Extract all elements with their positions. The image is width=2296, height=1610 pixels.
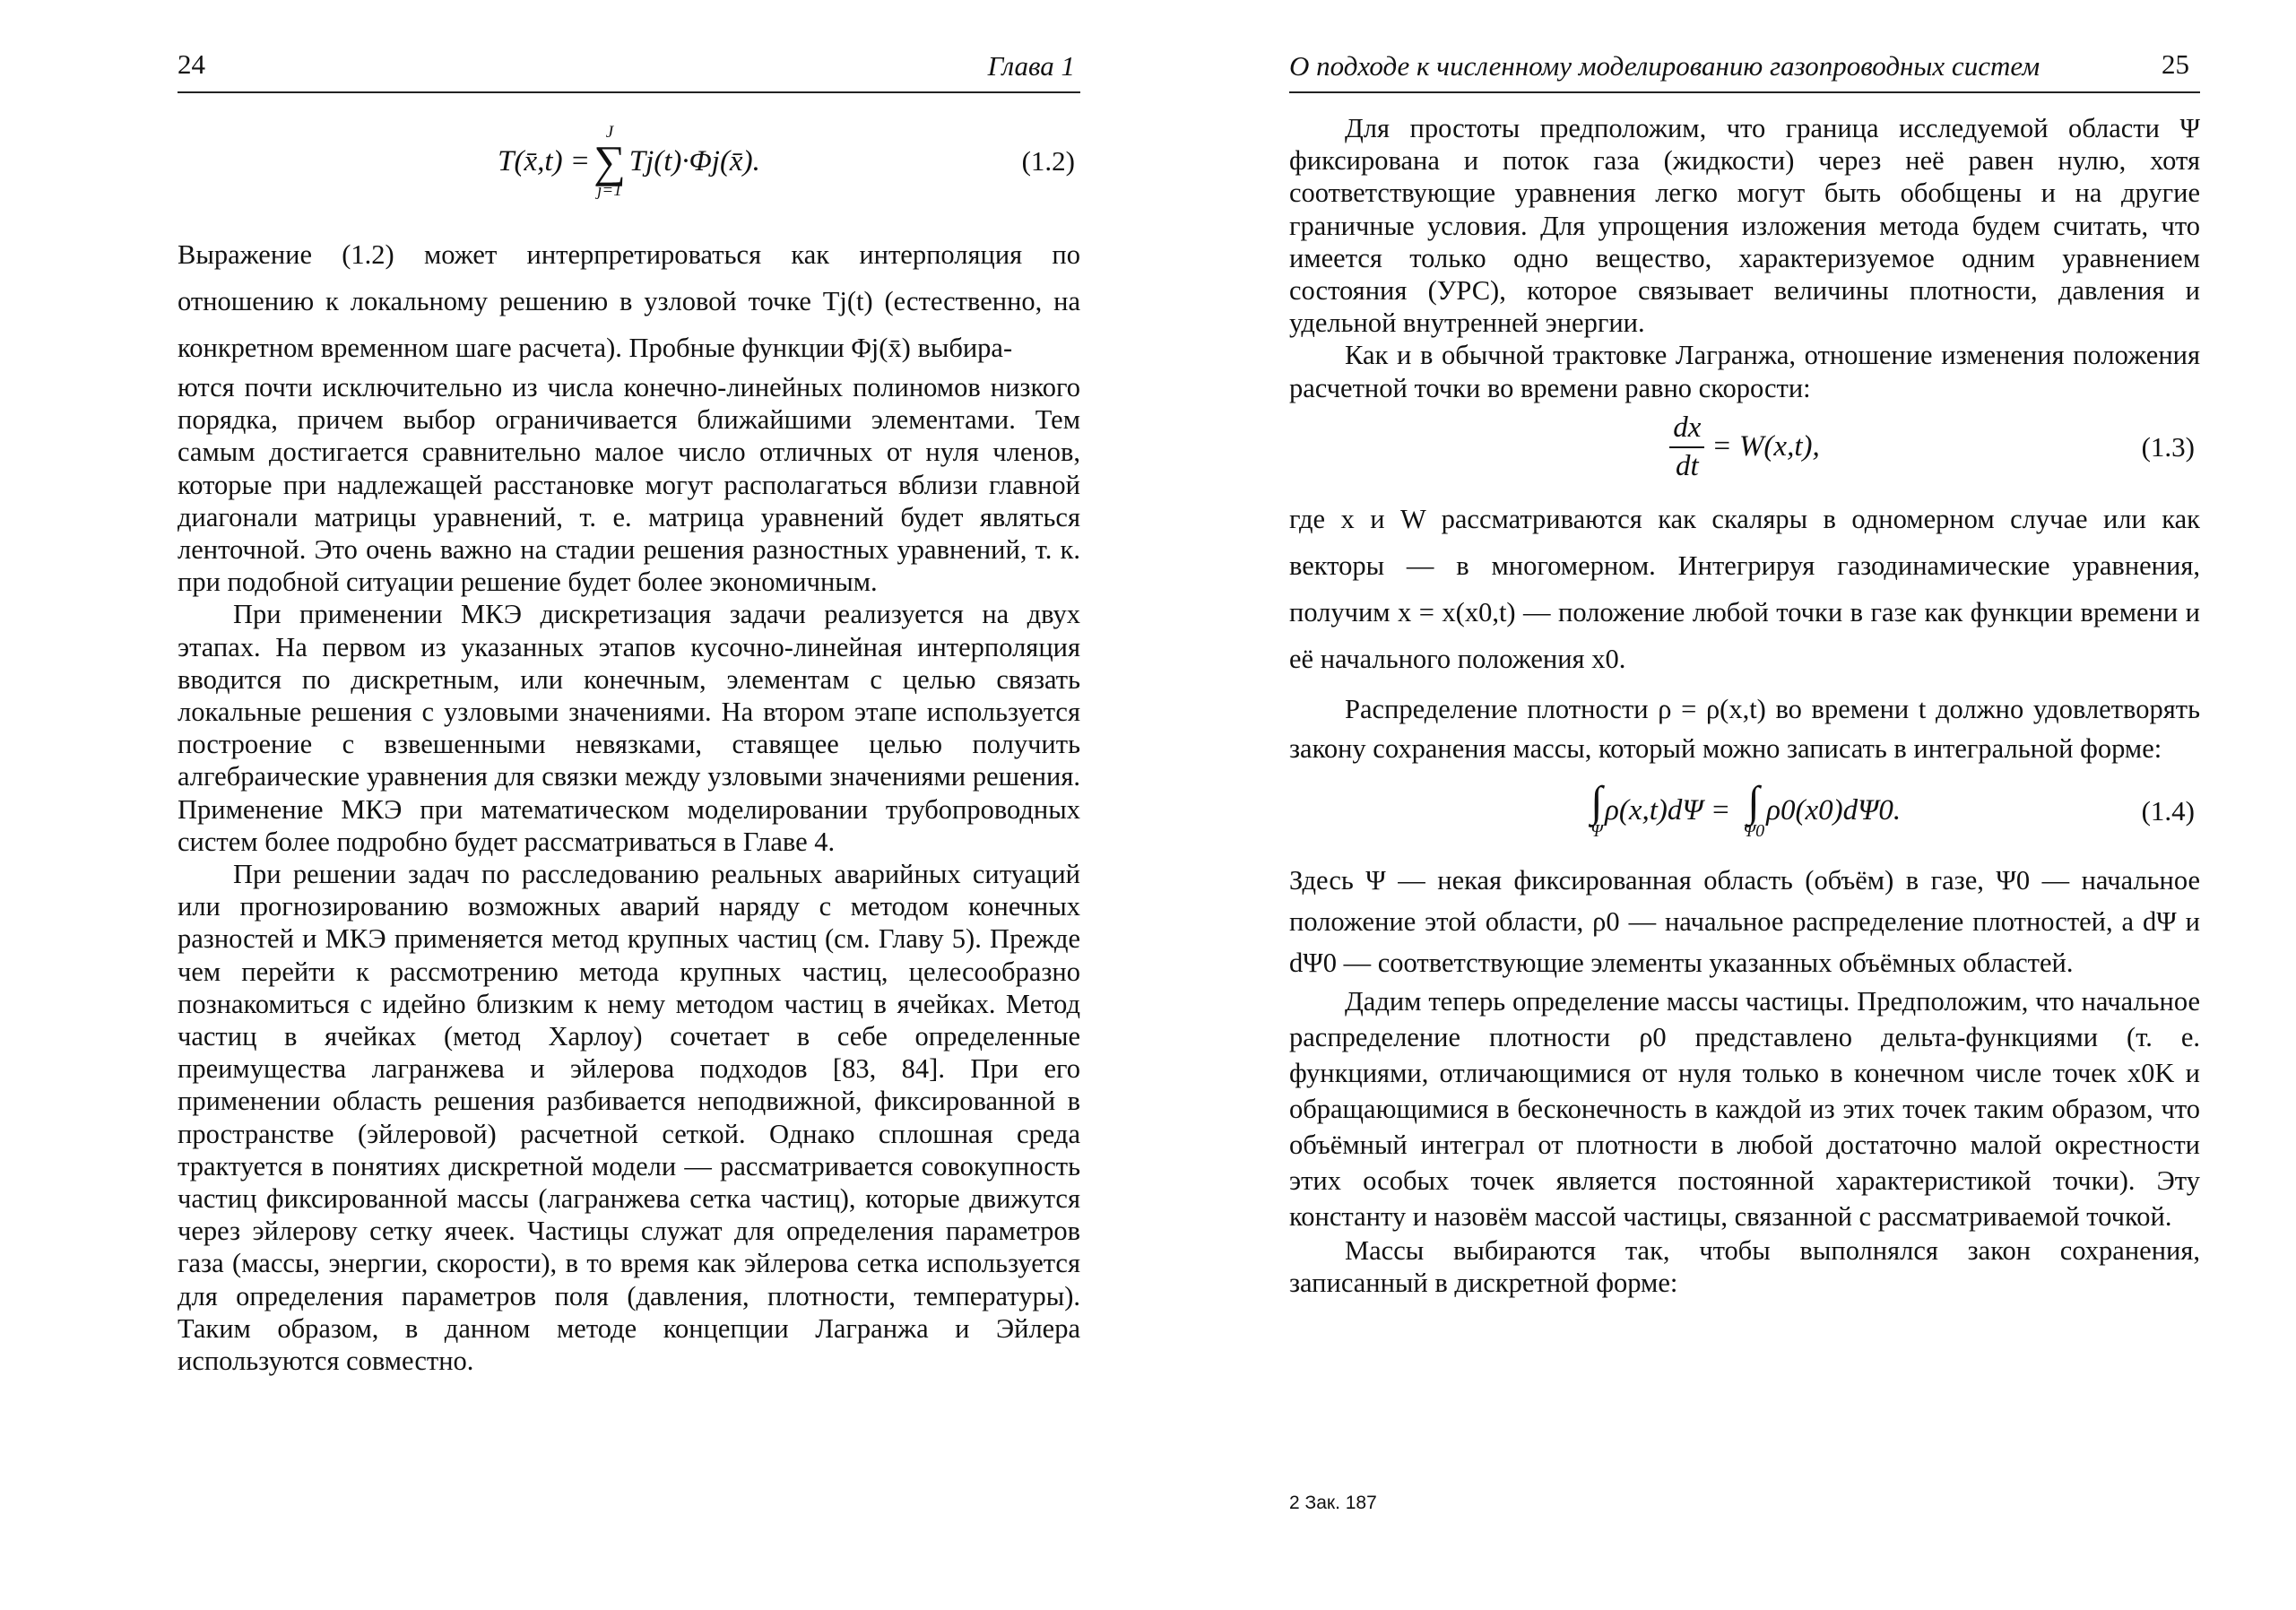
integral-symbol: ∫ Ψ0 xyxy=(1743,777,1765,841)
sum-symbol: J ∑ j=1 xyxy=(593,123,626,200)
page-number: 25 xyxy=(2162,48,2189,80)
equation-number: (1.2) xyxy=(1021,145,1075,177)
footnote: 2 Зак. 187 xyxy=(1289,1493,1377,1513)
right-page-content xyxy=(1289,112,2200,1299)
running-head: О подходе к численному моделированию газопроводных систем xyxy=(1289,50,2040,82)
equation-lhs: ρ(x,t)dΨ = xyxy=(1604,794,1731,827)
paragraph: ются почти исключительно из числа конечно-линейных полиномов низкого порядка, причем выбор ограничивается ближайшими элементами. Тем самым достигается сравнительно малое число отличных от нуля членов, которые при надлежащей расстановке могут располагаться вблизи главной диагонали матрицы уравнений, т. е. матрица уравнений будет являться ленточной. Это очень важно на стадии решения разностных уравнений, т. к. при подобной ситуации решение будет более экономичным. xyxy=(178,372,1080,598)
right-page-header xyxy=(1289,45,2200,93)
left-page-content xyxy=(178,108,1080,1377)
integral-symbol: ∫ Ψ xyxy=(1590,777,1603,841)
equation-number: (1.3) xyxy=(2141,430,2195,463)
equation-1-3 xyxy=(1289,404,2200,490)
paragraph: где x и W рассматриваются как скаляры в одномерном случае или как векторы — в многомерном. Интегрируя газодинамические уравнения, получим x = x(x0,t) — положение любой точки в газе как функции времени и её начального положения x0. xyxy=(1289,503,2200,674)
left-page xyxy=(178,0,1080,1610)
equation-rhs: ρ0(x0)dΨ0. xyxy=(1766,794,1902,827)
paragraph: При применении МКЭ дискретизация задачи реализуется на двух этапах. На первом из указанных этапов кусочно-линейная интерполяция вводится по дискретным, или конечным, элементам с целью связать локальные решения с узловыми значениями. На втором этапе используется построение с взвешенными невязками, ставящее целью получить алгебраические уравнения для связки между узловыми значениями решения. Применение МКЭ при математическом моделировании трубопроводных систем более подробно будет рассматриваться в Главе 4. xyxy=(178,599,1080,857)
paragraph: Массы выбираются так, чтобы выполнялся закон сохранения, записанный в дискретной форме: xyxy=(1289,1234,2200,1299)
equation-1-4 xyxy=(1289,768,2200,854)
paragraph: Для простоты предположим, что граница исследуемой области Ψ фиксирована и поток газа (жидкости) через неё равен нулю, хотя соответствующие уравнения легко могут быть обобщены и на другие граничные условия. Для упрощения изложения метода будем считать, что имеется только одно вещество, характеризуемое одним уравнением состояния (УРС), которое связывает величины плотности, давления и удельной внутренней энергии. xyxy=(1289,113,2200,339)
paragraph: При решении задач по расследованию реальных аварийных ситуаций или прогнозированию возможных аварий наряду с методом конечных разностей и МКЭ применяется метод крупных частиц (см. Главу 5). Прежде чем перейти к рассмотрению метода крупных частиц, целесообразно познакомиться с идейно близким к нему методом частиц в ячейках. Метод частиц в ячейках (метод Харлоу) сочетает в себе определенные преимущества лагранжева и эйлерова подходов [83, 84]. При его применении область решения разбивается неподвижной, фиксированной в пространстве (эйлеровой) расчетной сеткой. Однако сплошная среда трактуется в понятиях дискретной модели — рассматривается совокупность частиц фиксированной массы (лагранжева сетка частиц), которые движутся через эйлерову сетку ячеек. Частицы служат для определения параметров газа (массы, энергии, скорости), в то время как эйлерова сетка используется для определения параметров поля (давления, плотности, температуры). Таким образом, в данном методе концепции Лагранжа и Эйлера используются совместно. xyxy=(178,859,1080,1377)
paragraph: Здесь Ψ — некая фиксированная область (объём) в газе, Ψ0 — начальное положение этой области, ρ0 — начальное распределение плотностей, а dΨ и dΨ0 — соответствующие элементы указанных объёмных областей. xyxy=(1289,864,2200,978)
fraction: $\frac{dx}{dt}$ xyxy=(1669,411,1704,483)
paragraph: Как и в обычной трактовке Лагранжа, отношение изменения положения расчетной точки во времени равно скорости: xyxy=(1289,340,2200,403)
right-page xyxy=(1289,0,2200,1610)
paragraph: Дадим теперь определение массы частицы. Предположим, что начальное распределение плотности ρ0 представлено дельта-функциями (т. е. функциями, отличающимися от нуля только в конечном числе точек x0K и обращающимися в бесконечность в каждой из этих точек таким образом, что объёмный интеграл от плотности в любой достаточно малой окрестности этих особых точек является постоянной характеристикой точки). Эту константу и назовём массой частицы, связанной с рассматриваемой точкой. xyxy=(1289,985,2200,1232)
paragraph: Распределение плотности ρ = ρ(x,t) во времени t должно удовлетворять закону сохранения массы, который можно записать в интегральной форме: xyxy=(1289,693,2200,764)
equation-rhs: Tj(t)·Φj(x̄). xyxy=(628,144,760,177)
paragraph: Выражение (1.2) может интерпретироваться как интерполяция по отношению к локальному решению в узловой точке Tj(t) (естественно, на конкретном временном шаге расчета). Пробные функции Φj(x̄) выбира- xyxy=(178,239,1080,363)
running-head: Глава 1 xyxy=(987,50,1075,82)
equation-lhs: T(x̄,t) = xyxy=(498,144,591,177)
equation-number: (1.4) xyxy=(2141,794,2195,827)
equation-rhs: = W(x,t), xyxy=(1711,430,1820,463)
left-page-header xyxy=(178,45,1080,93)
equation-1-2 xyxy=(178,108,1080,215)
page-number: 24 xyxy=(178,48,205,80)
